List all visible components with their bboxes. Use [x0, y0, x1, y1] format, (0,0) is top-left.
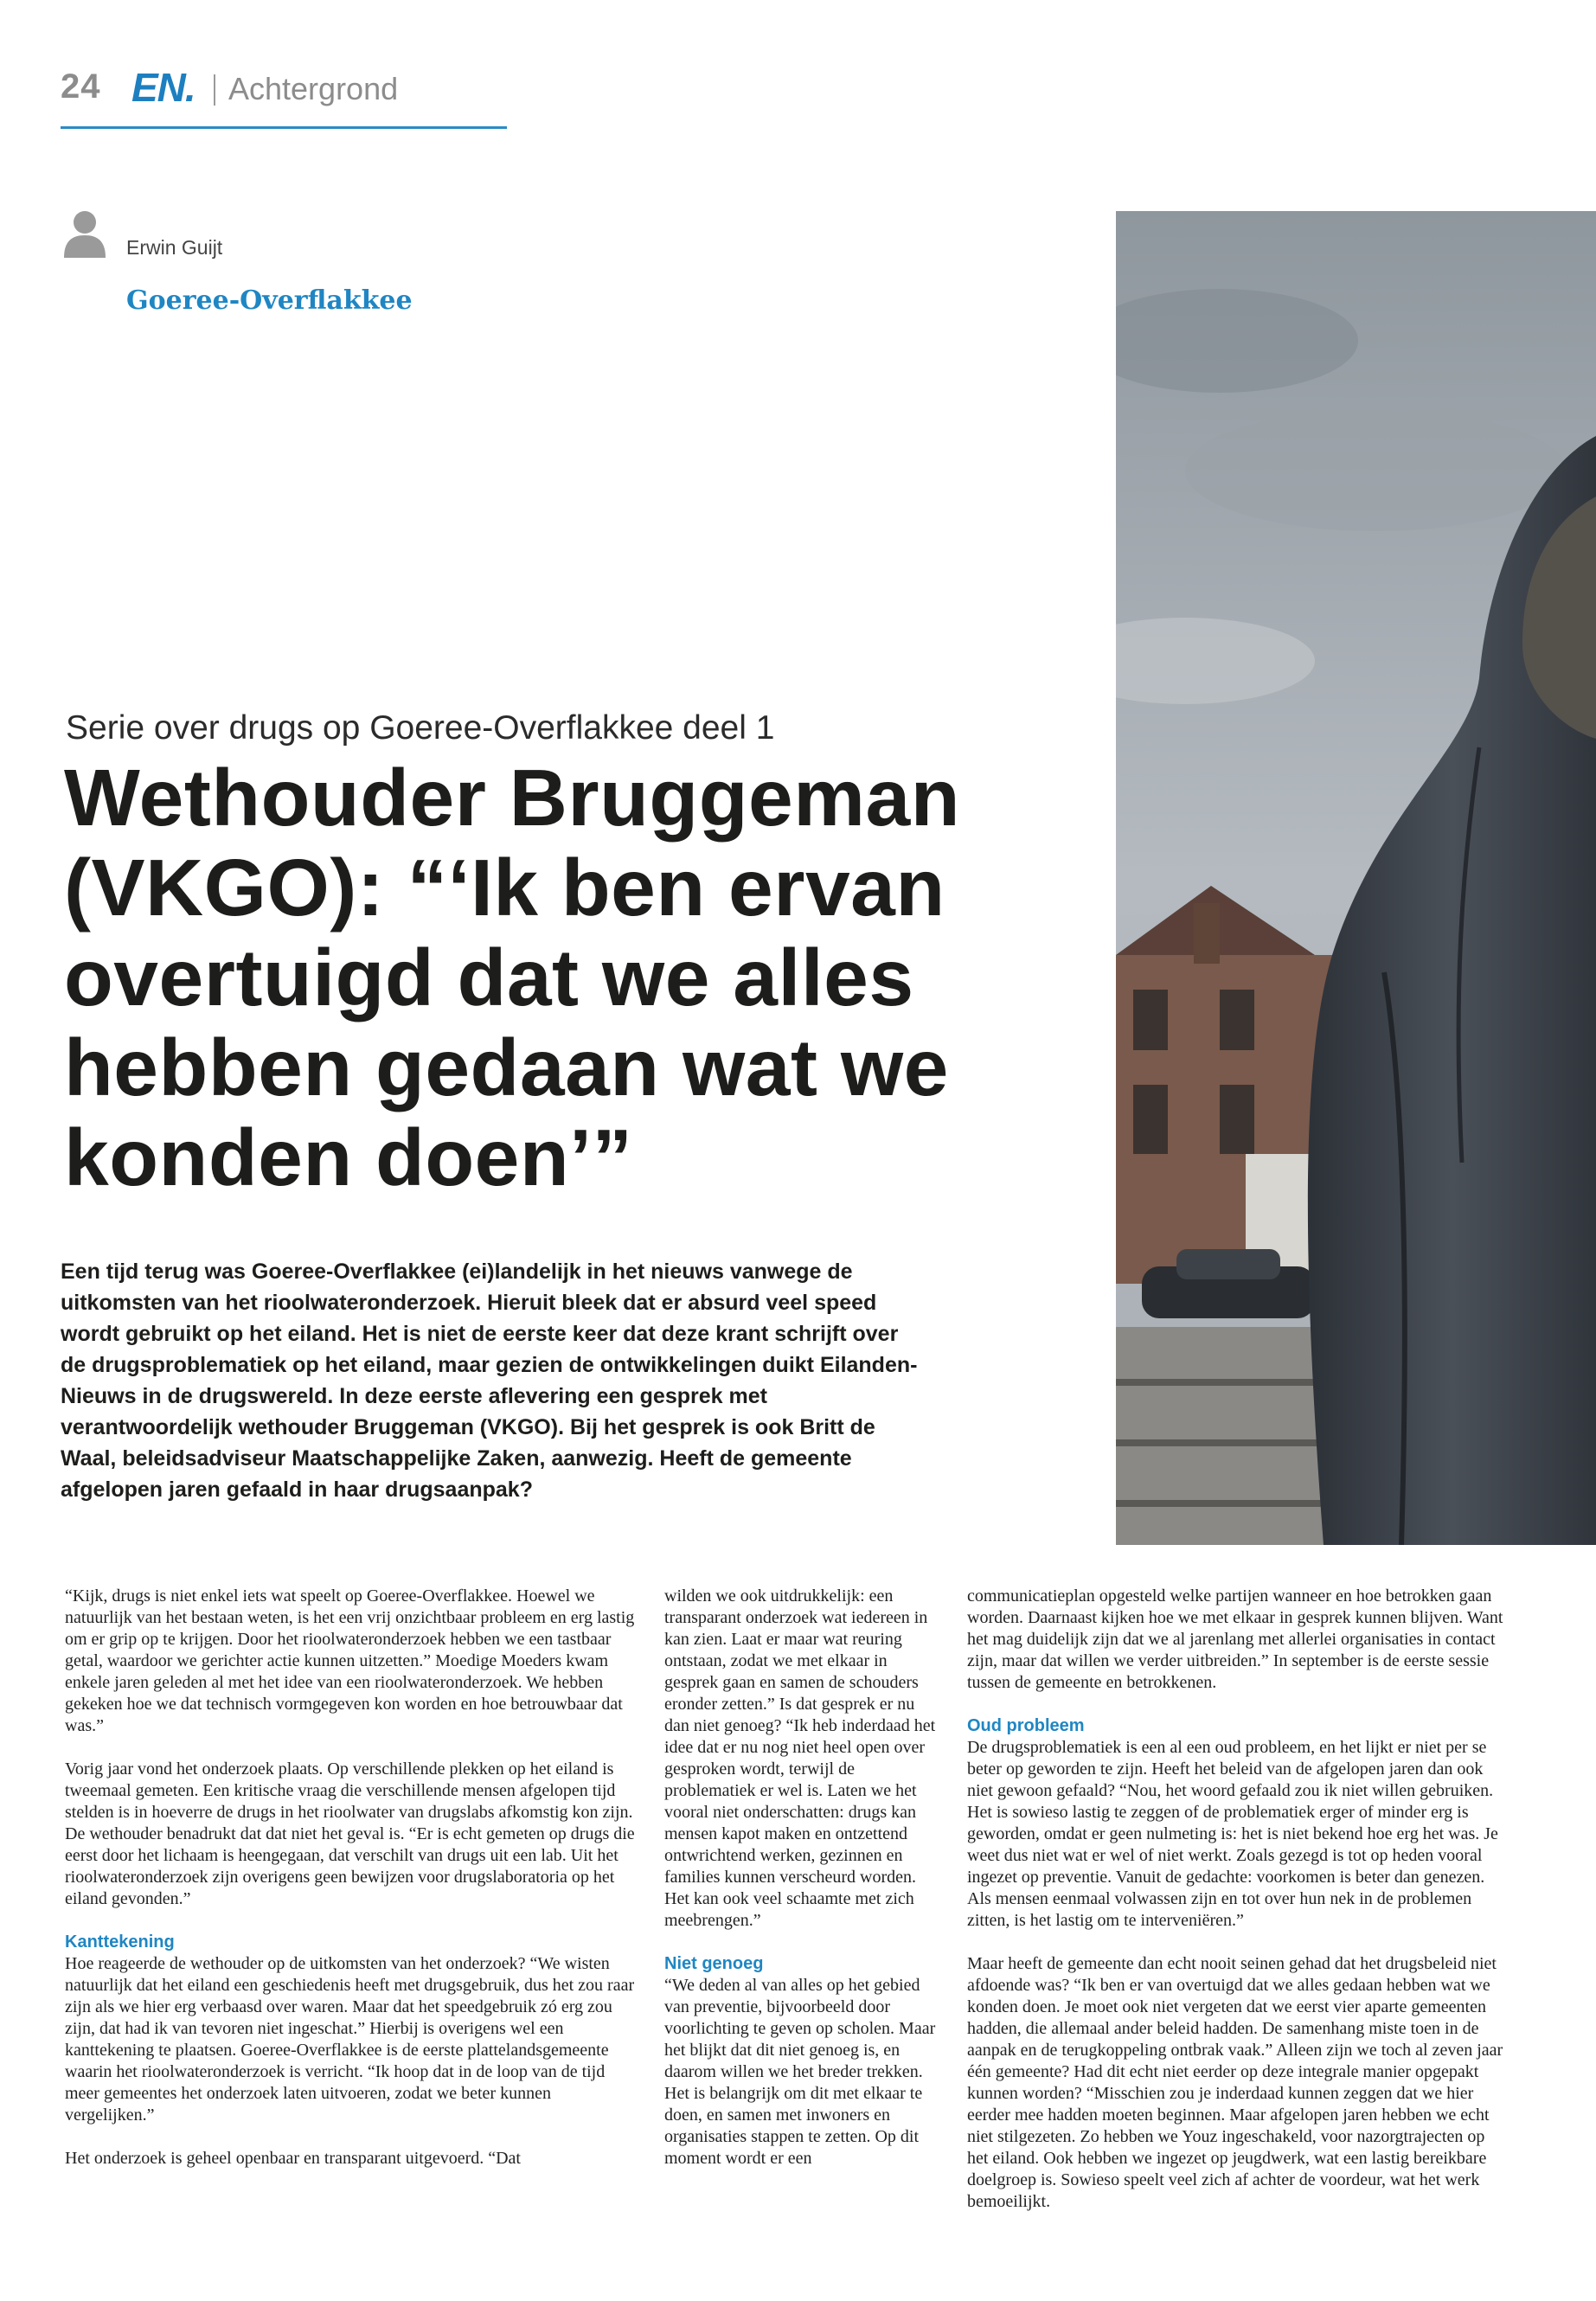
body-column-2 [664, 1586, 941, 2191]
article-location: Goeree-Overflakkee [126, 285, 413, 316]
body-paragraph: Vorig jaar vond het onderzoek plaats. Op verschillende plekken op het eiland is tweemaal gemeten. Een kritische vraag die verschillende mensen afgelopen tijd stelden is in hoeverre de drugs in het rioolwater van drugslabs afkomstig kon zijn. De wethouder benadrukt dat dat niet het geval is. “Er is echt gemeten op drugs die eerst door het lichaam is heengegaan, dat verschilt van drugs uit een lab. Uit het rioolwateronderzoek zijn overigens geen bewijzen voor drugslaboratoria op het eiland gevonden.” [65, 1759, 635, 1908]
header-rule [61, 126, 507, 129]
body-column-1 [65, 1586, 636, 2191]
article-photo [1116, 211, 1596, 1545]
article-headline: Wethouder Bruggeman (VKGO): “‘Ik ben ervan overtuigd dat we alles hebben gedaan wat we konden doen’” [64, 753, 960, 1202]
photo-person-in-winter-jacket-icon [1116, 211, 1596, 1545]
body-column-3 [967, 1586, 1503, 2234]
body-paragraph: communicatieplan opgesteld welke partijen wanneer en hoe betrokken gaan worden. Daarnaast kijken hoe we met elkaar in gesprek kunnen blijven. Want het mag duidelijk zijn dat we al jarenlang met allerlei organisaties in contact zijn, maar dat willen we verder uitbreiden.” In september is de eerste sessie tussen de gemeente en betrokkenen. [967, 1586, 1503, 1692]
subheading: Niet genoeg [664, 1954, 764, 1973]
section-name: Achtergrond [228, 71, 399, 106]
body-paragraph: Het onderzoek is geheel openbaar en transparant uitgevoerd. “Dat [65, 2149, 521, 2168]
body-paragraph: wilden we ook uitdrukkelijk: een transparant onderzoek wat iedereen in kan zien. Laat er maar wat reuring ontstaan, zodat we met elkaar in gesprek gaan en samen de schouders eronder zetten.” Is dat gesprek er nu dan niet genoeg? “Ik heb inderdaad het idee dat er nu nog niet heel open over gesproken wordt, terwijl de problematiek er wel is. Laten we het vooral niet onderschatten: drugs kan mensen kapot maken en ontzettend ontwrichtend werken, gezinnen en families kunnen verscheurd worden. Het kan ook veel schaamte met zich meebrengen.” [664, 1586, 936, 1930]
author-avatar-icon [64, 209, 106, 258]
header-divider [214, 74, 215, 106]
body-paragraph: “We deden al van alles op het gebied van preventie, bijvoorbeeld door voorlichting te geven op scholen. Maar het blijkt dat dit niet genoeg is, en daarom willen we het breder trekken. Het is belangrijk om dit met elkaar te doen, en samen met inwoners en organisaties stappen te zetten. Op dit moment wordt er een [664, 1976, 936, 2168]
publication-logo[interactable]: EN. [131, 65, 195, 110]
body-paragraph: Hoe reageerde de wethouder op de uitkomsten van het onderzoek? “We wisten natuurlijk dat het eiland een geschiedenis heeft met drugsgebruik, dus het zou raar zijn als we hier erg verbaasd over waren. Maar dat het speedgebruik zó erg zou zijn, dat had ik van tevoren niet ingeschat.” Hierbij is overigens wel een kanttekening te plaatsen. Goeree-Overflakkee is de eerste plattelandsgemeente waarin het rioolwateronderzoek is verricht. “Ik hoop dat in de loop van de tijd meer gemeentes het onderzoek laten uitvoeren, zodat we beter kunnen vergelijken.” [65, 1954, 635, 2125]
page-number: 24 [61, 67, 101, 106]
subheading: Kanttekening [65, 1932, 175, 1952]
body-paragraph: “Kijk, drugs is niet enkel iets wat speelt op Goeree-Overflakkee. Hoewel we natuurlijk van het bestaan weten, is het een vrij onzichtbaar probleem en erg lastig om er grip op te krijgen. Door het rioolwateronderzoek hebben we een tastbaar getal, waardoor we gerichter actie kunnen uitzetten.” Moedige Moeders kwam enkele jaren geleden al met het idee van een rioolwateronderzoek. We hebben gekeken hoe we dat technisch vormgegeven kon worden en hoe betrouwbaar dat was.” [65, 1586, 635, 1735]
article-kicker: Serie over drugs op Goeree-Overflakkee deel 1 [66, 709, 775, 747]
article-lead: Een tijd terug was Goeree-Overflakkee (ei)landelijk in het nieuws vanwege de uitkomsten van het rioolwateronderzoek. Hieruit bleek dat er absurd veel speed wordt gebruikt op het eiland. Het is niet de eerste keer dat deze krant schrijft over de drugsproblematiek op het eiland, maar gezien de ontwikkelingen duikt Eilanden-Nieuws in de drugswereld. In deze eerste aflevering een gesprek met verantwoordelijk wethouder Bruggeman (VKGO). Bij het gesprek is ook Britt de Waal, beleidsadviseur Maatschappelijke Zaken, aanwezig. Heeft de gemeente afgelopen jaren gefaald in haar drugsaanpak? [61, 1259, 918, 1502]
body-paragraph: Maar heeft de gemeente dan echt nooit seinen gehad dat het drugsbeleid niet afdoende was? “Ik ben er van overtuigd dat we alles gedaan hebben wat we konden doen. Je moet ook niet vergeten dat we eerst vier aparte gemeenten hadden, die allemaal ander beleid hadden. De samenhang miste toen in de aanpak en de terugkoppeling ontbrak vaak.” Alleen zijn we toch al zeven jaar één gemeente? Had dit echt niet eerder op deze integrale manier opgepakt kunnen worden? “Misschien zou je inderdaad kunnen zeggen dat we hier eerder mee hadden moeten beginnen. Maar afgelopen jaren hebben we echt niet stilgezeten. Zo hebben we Youz ingeschakeld, voor nazorgtrajecten op het eiland. Ook hebben we ingezet op jeugdwerk, wat een lastig bereikbare doelgroep is. Sowieso speelt veel zich af achter de voordeur, wat het werk bemoeilijkt. [967, 1954, 1503, 2211]
body-paragraph: De drugsproblematiek is een al een oud probleem, en het lijkt er niet per se beter op geworden te zijn. Heeft het beleid van de afgelopen jaren dan ook niet gewoon gefaald? “Nou, het woord gefaald zou ik niet willen gebruiken. Het is sowieso lastig te zeggen of de problematiek erger of minder erg is geworden, omdat er geen nulmeting is: het is niet bekend hoe erg het was. Je weet dus niet wat er wel of niet werkt. Zoals gezegd is tot op heden vooral ingezet op preventie. Vanuit de gedachte: voorkomen is beter dan genezen. Als mensen eenmaal volwassen zijn en tot over hun nek in de problemen zitten, is het lastig om te interveniëren.” [967, 1738, 1498, 1930]
subheading: Oud probleem [967, 1716, 1085, 1735]
author-name: Erwin Guijt [126, 236, 223, 259]
